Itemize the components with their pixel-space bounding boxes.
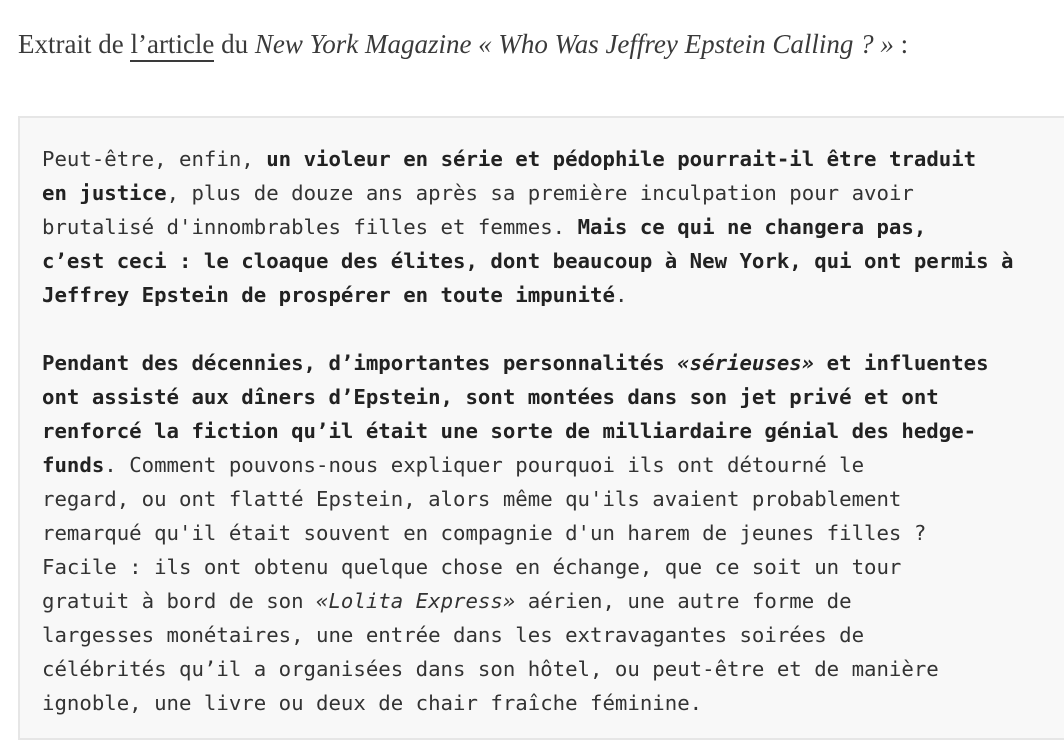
quote-emphasis: renforcé la fiction qu’il était une sorte de milliardaire génial des hedge- bbox=[42, 419, 977, 443]
publication-title: New York Magazine « Who Was Jeffrey Epstein Calling ? » bbox=[254, 29, 894, 59]
quote-text: brutalisé d'innombrables filles et femmes. bbox=[42, 215, 578, 239]
quote-text: regard, ou ont flatté Epstein, alors même qu'ils avaient probablement bbox=[42, 487, 902, 511]
quote-emphasis: Jeffrey Epstein de prospérer en toute impunité bbox=[42, 283, 615, 307]
quote-paragraph-2 bbox=[42, 346, 1064, 720]
quote-text: remarqué qu'il était souvent en compagnie d'un harem de jeunes filles ? bbox=[42, 521, 927, 545]
quote-text: largesses monétaires, une entrée dans les extravagantes soirées de bbox=[42, 623, 865, 647]
quote-emphasis: un violeur en série et pédophile pourrait-il être traduit bbox=[266, 147, 977, 171]
quote-text: Facile : ils ont obtenu quelque chose en échange, que ce soit un tour bbox=[42, 555, 902, 579]
quote-text: Peut-être, enfin, bbox=[42, 147, 267, 171]
quote-emphasis-italic: «sérieuses» bbox=[677, 351, 815, 375]
quote-italic: «Lolita Express» bbox=[316, 589, 516, 613]
quote-text: . bbox=[614, 283, 628, 307]
quote-text: ignoble, une livre ou deux de chair fraîche féminine. bbox=[42, 691, 703, 715]
quote-block bbox=[18, 116, 1064, 740]
intro-suffix: : bbox=[893, 29, 909, 59]
quote-text: gratuit à bord de son bbox=[42, 589, 317, 613]
quote-emphasis: funds bbox=[42, 453, 105, 477]
quote-emphasis: Mais ce qui ne changera pas, bbox=[577, 215, 927, 239]
quote-emphasis: Pendant des décennies, d’importantes personnalités bbox=[42, 351, 678, 375]
article-link[interactable]: l’article bbox=[130, 29, 214, 62]
quote-emphasis: en justice bbox=[42, 181, 167, 205]
intro-prefix: Extrait de bbox=[18, 29, 131, 59]
quote-emphasis: c’est ceci : le cloaque des élites, dont beaucoup à New York, qui ont permis à bbox=[42, 249, 1014, 273]
quote-text: , plus de douze ans après sa première inculpation pour avoir bbox=[166, 181, 914, 205]
quote-text: célébrités qu’il a organisées dans son hôtel, ou peut-être et de manière bbox=[42, 657, 939, 681]
quote-emphasis: ont assisté aux dîners d’Epstein, sont montées dans son jet privé et ont bbox=[42, 385, 939, 409]
intro-middle: du bbox=[214, 29, 255, 59]
quote-text: . Comment pouvons-nous expliquer pourquoi ils ont détourné le bbox=[104, 453, 865, 477]
quote-paragraph-1 bbox=[42, 142, 1064, 312]
quote-text: aérien, une autre forme de bbox=[515, 589, 852, 613]
quote-emphasis: et influentes bbox=[814, 351, 989, 375]
intro-line bbox=[18, 22, 1058, 66]
